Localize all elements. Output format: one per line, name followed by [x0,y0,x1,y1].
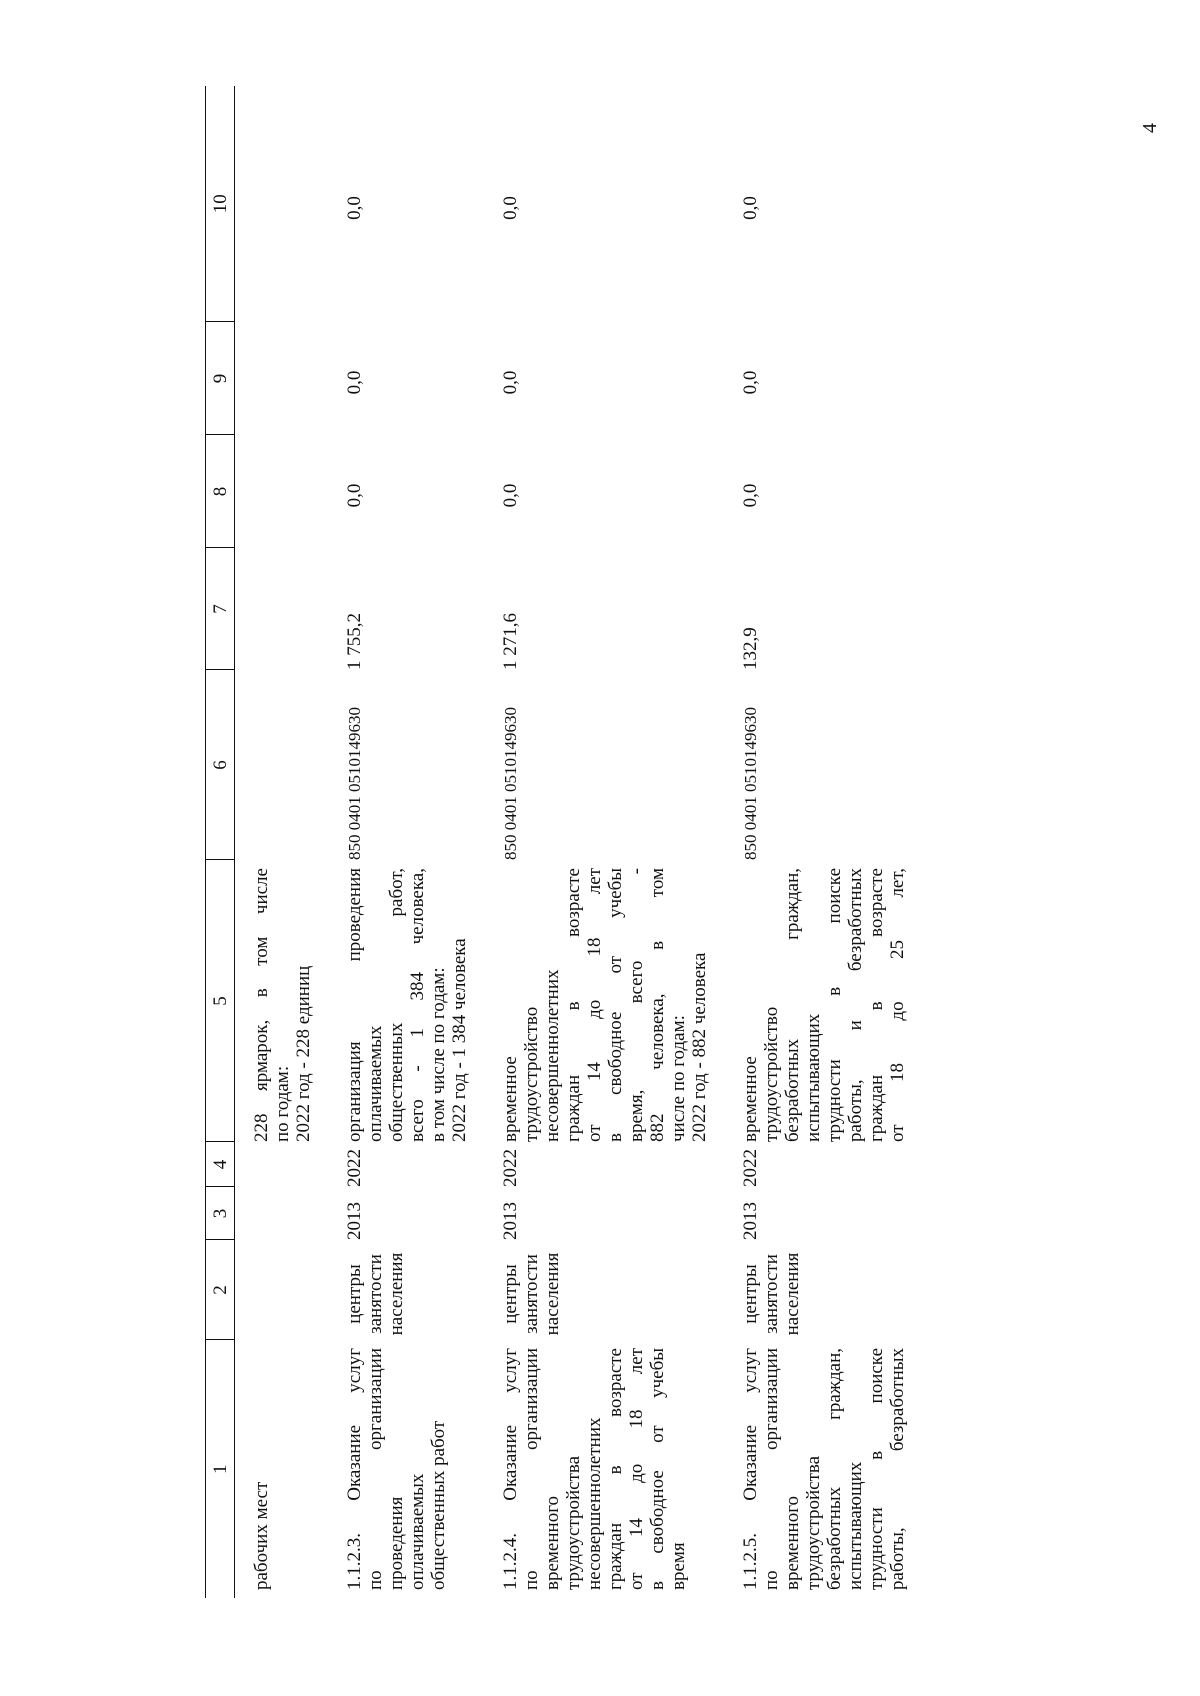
cell-amount: 0,0 [500,196,521,220]
cell-col1 [710,1340,908,1598]
text-line: трудности в поиске [866,1348,887,1590]
text-line: по организации [521,1348,542,1590]
text-line: время [668,1542,689,1590]
text-line: занятости [365,1254,386,1334]
header-cell: 10 [206,86,235,322]
cell-amount: 1 271,6 [500,613,521,670]
text-line: 1.1.2.3. Оказание услуг [344,1348,365,1590]
text-line: временного [782,1495,803,1590]
header-cell: 6 [206,670,235,860]
header-cell: 7 [206,548,235,670]
cell-budget-code: 850 0401 0510149630 [741,707,760,860]
text-line: оплачиваемых [365,1025,386,1142]
header-cell: 9 [206,322,235,435]
cell-col5 [470,860,710,1142]
text-line: по годам: [272,1065,293,1142]
text-line: граждан в возрасте [605,1348,626,1590]
text-line: всего - 1 384 человека, [407,868,428,1142]
cell-start-year: 2013 [500,1202,521,1240]
text-line: общественных работ, [386,868,407,1142]
text-line: безработных граждан, [824,1348,845,1590]
text-line: от 14 до 18 лет [584,868,605,1142]
cell-col1 [314,1340,470,1598]
cell-col5 [314,860,470,1142]
text-line: работы, и безработных [845,868,866,1142]
text-line: 1.1.2.4. Оказание услуг [500,1348,521,1590]
table-row [314,86,470,1598]
text-line: центры [500,1264,521,1324]
table-row [710,86,908,1598]
cell-amount: 0,0 [344,483,365,508]
text-line: занятости [521,1254,542,1334]
text-line: оплачиваемых [407,1473,428,1590]
text-line: испытывающих [845,1461,866,1590]
text-line: в том числе по годам: [428,967,449,1142]
cell-col2 [314,1240,470,1340]
text-line: центры [344,1264,365,1324]
text-line: в свободное от учебы [605,868,626,1142]
text-line: временное [500,1056,521,1142]
cell-end-year: 2022 [500,1149,521,1187]
header-cell: 1 [209,1464,231,1474]
text-line: 882 человека, в том [647,868,668,1142]
cell-amount: 132,9 [740,627,761,670]
cell-col5 [235,860,315,1142]
header-cell: 4 [206,1142,235,1187]
text-line: по организации [761,1348,782,1590]
text-line: временное [740,1056,761,1142]
header-cell: 8 [206,435,235,548]
cell-end-year: 2022 [344,1149,365,1187]
header-cell: 3 [206,1187,235,1240]
text-line: проведения [386,1496,407,1590]
text-line: время, всего - [626,868,647,1142]
table-row [470,86,710,1598]
text-line: трудоустройства [803,1455,824,1590]
cell-amount: 1 755,2 [344,613,365,670]
text-line: трудности в поиске [824,868,845,1142]
cell-end-year: 2022 [740,1149,761,1187]
page-number: 4 [1139,123,1161,133]
text-line: центры [740,1264,761,1324]
text-line: общественных работ [428,1420,449,1590]
cell-amount: 0,0 [740,483,761,508]
text-line: от 18 до 25 лет, [887,868,908,1142]
text-line: несовершеннолетних [584,1417,605,1590]
header-cell: 5 [206,860,235,1142]
cell-col2 [710,1240,908,1340]
cell-col1 [470,1340,710,1598]
text-line: числе по годам: [668,1015,689,1142]
cell-start-year: 2013 [740,1202,761,1240]
text-line: работы, безработных [887,1348,908,1590]
table-row-continuation [235,86,315,1598]
text-line: несовершеннолетних [542,969,563,1142]
text-line: 1.1.2.5. Оказание услуг [740,1348,761,1590]
rotated-table-sheet [205,86,1200,1598]
text-line: населения [542,1252,563,1336]
text-line: населения [386,1252,407,1336]
text-line: от 14 до 18 лет [626,1348,647,1590]
text-line: 2022 год - 228 единиц [293,965,314,1142]
text-line: 2022 год - 1 384 человека [449,938,470,1142]
text-line: организация проведения [344,868,365,1142]
table-header [206,86,235,1598]
cell-start-year: 2013 [344,1202,365,1240]
cell-amount: 0,0 [500,483,521,508]
cell-amount: 0,0 [344,196,365,220]
cell-col2 [470,1240,710,1340]
text-line: безработных граждан, [782,868,803,1142]
text-line: испытывающих [803,1013,824,1142]
text-line: трудоустройство [521,1006,542,1142]
text-line: в свободное от учебы [647,1348,668,1590]
cell-budget-code: 850 0401 0510149630 [501,707,520,860]
text-line: по организации [365,1348,386,1590]
cell-amount: 0,0 [500,370,521,395]
cell-budget-code: 850 0401 0510149630 [345,707,364,860]
text-line: граждан в возрасте [563,868,584,1142]
text-line: трудоустройство [761,1006,782,1142]
header-cell: 2 [206,1240,235,1340]
text-line: 2022 год - 882 человека [689,952,710,1142]
text-line: занятости [761,1254,782,1334]
text-line: временного [542,1495,563,1590]
cell-col1: рабочих мест [251,1481,272,1590]
cell-amount: 0,0 [740,196,761,220]
text-line: 228 ярмарок, в том числе [251,868,272,1142]
text-line: населения [782,1252,803,1336]
budget-table [205,86,908,1598]
text-line: граждан в возрасте [866,868,887,1142]
cell-col5 [710,860,908,1142]
text-line: трудоустройства [563,1455,584,1590]
cell-amount: 0,0 [740,370,761,395]
cell-amount: 0,0 [344,370,365,395]
